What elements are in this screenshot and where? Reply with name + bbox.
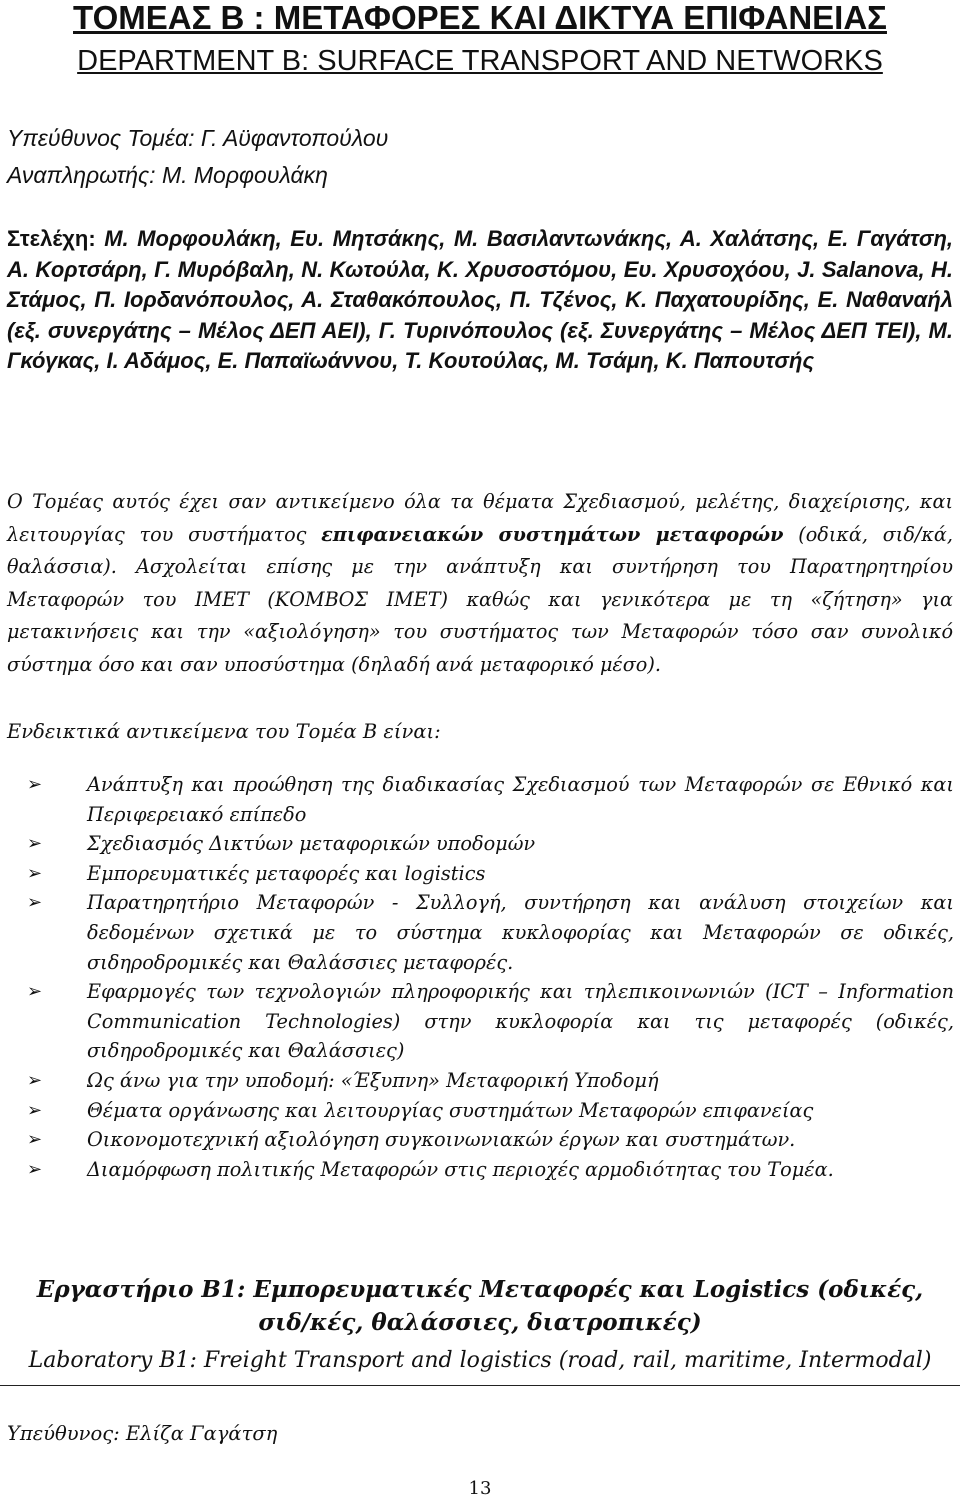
section-title-english: DEPARTMENT B: SURFACE TRANSPORT AND NETWORKS bbox=[77, 45, 883, 77]
staff-paragraph bbox=[7, 224, 953, 377]
list-item-text: Θέματα οργάνωσης και λειτουργίας συστημάτων Μεταφορών επιφανείας bbox=[87, 1098, 814, 1122]
list-item bbox=[0, 1066, 954, 1096]
list-item-text: Οικονομοτεχνική αξιολόγηση συγκοινωνιακών έργων και συστημάτων. bbox=[87, 1128, 796, 1152]
list-item bbox=[0, 859, 954, 889]
arrow-bullet-icon: ➢ bbox=[27, 1099, 43, 1121]
list-item-text: Εφαρμογές των τεχνολογιών πληροφορικής και τηλεπικοινωνιών (ICT – Information Communication Technologies) στην κυκλοφορία και τις μεταφορές (οδικές, σιδηροδρομικές και Θαλάσσιες) bbox=[87, 980, 954, 1063]
list-item bbox=[0, 1155, 954, 1185]
list-item-text: Σχεδιασμός Δικτύων μεταφορικών υποδομών bbox=[87, 832, 536, 856]
description-emphasis: επιφανειακών συστημάτων μεταφορών bbox=[321, 522, 784, 546]
page-number: 13 bbox=[468, 1478, 492, 1499]
section-title-greek: ΤΟΜΕΑΣ Β : ΜΕΤΑΦΟΡΕΣ ΚΑΙ ΔΙΚΤΥΑ ΕΠΙΦΑΝΕΙΑΣ bbox=[73, 0, 887, 36]
arrow-bullet-icon: ➢ bbox=[27, 1129, 43, 1151]
department-head: Υπεύθυνος Τομέα: Γ. Αϋφαντοπούλου bbox=[7, 125, 389, 151]
staff-label: Στελέχη: bbox=[7, 226, 96, 251]
list-item bbox=[0, 888, 954, 977]
list-item-text: Παρατηρητήριο Μεταφορών - Συλλογή, συντήρηση και ανάλυση στοιχείων και δεδομένων σχετικά με το σύστημα κυκλοφορίας και Μεταφορών σε οδικές, σιδηροδρομικές και Θαλάσσιες μεταφορές. bbox=[87, 891, 954, 974]
description-text-1: Ο Τομέας αυτός έχει σαν αντικείμενο όλα τα θέματα Σχεδιασμού, μελέτης, διαχείρισης, και λειτουργίας του συστήματος bbox=[7, 490, 953, 546]
deputy-head: Αναπληρωτής: Μ. Μορφουλάκη bbox=[7, 162, 328, 188]
arrow-bullet-icon: ➢ bbox=[27, 1069, 43, 1091]
objectives-list bbox=[0, 770, 960, 1184]
arrow-bullet-icon: ➢ bbox=[27, 892, 43, 914]
laboratory-head: Υπεύθυνος: Ελίζα Γαγάτση bbox=[7, 1422, 278, 1445]
staff-list: Μ. Μορφουλάκη, Ευ. Μητσάκης, Μ. Βασιλαντωνάκης, Α. Χαλάτσης, Ε. Γαγάτση, Α. Κορτσάρη, Γ. Μυρόβαλη, Ν. Κωτούλα, Κ. Χρυσοστόμου, Ευ. Χρυσοχόου, J. Salanova, Η. Στάμος, Π. Ιορδανόπουλος, Α. Σταθακόπουλος, Π. Τζένος, Κ. Παχατουρίδης, Ε. Ναθαναήλ (εξ. συνεργάτης – Μέλος ΔΕΠ ΑΕΙ), Γ. Τυρινόπουλος (εξ. Συνεργάτης – Μέλος ΔΕΠ ΤΕΙ), Μ. Γκόγκας, Ι. Αδάμος, Ε. Παπαϊωάννου, Τ. Κουτούλας, Μ. Τσάμη, Κ. Παπουτσής bbox=[7, 226, 953, 374]
list-item bbox=[0, 1096, 954, 1126]
description-paragraph bbox=[7, 486, 953, 682]
list-item-text: Ανάπτυξη και προώθηση της διαδικασίας Σχεδιασμού των Μεταφορών σε Εθνικό και Περιφερειακό επίπεδο bbox=[87, 773, 954, 826]
list-item bbox=[0, 977, 954, 1066]
list-item bbox=[0, 1125, 954, 1155]
laboratory-title-line-2: σιδ/κές, θαλάσσιες, διατροπικές) bbox=[258, 1309, 702, 1336]
list-item bbox=[0, 770, 954, 829]
arrow-bullet-icon: ➢ bbox=[27, 862, 43, 884]
list-item-text: Εμπορευματικές μεταφορές και logistics bbox=[87, 861, 486, 885]
list-item-text: Ως άνω για την υποδομή: «Έξυπνη» Μεταφορική Υποδομή bbox=[87, 1068, 659, 1092]
arrow-bullet-icon: ➢ bbox=[27, 1158, 43, 1180]
laboratory-title-greek bbox=[0, 1273, 960, 1339]
arrow-bullet-icon: ➢ bbox=[27, 774, 43, 795]
list-item bbox=[0, 829, 954, 859]
objectives-intro: Ενδεικτικά αντικείμενα του Τομέα Β είναι: bbox=[7, 720, 441, 743]
list-item-text: Διαμόρφωση πολιτικής Μεταφορών στις περιοχές αρμοδιότητας του Τομέα. bbox=[87, 1157, 834, 1181]
laboratory-title-english: Laboratory B1: Freight Transport and logistics (road, rail, maritime, Intermodal) bbox=[28, 1348, 932, 1373]
description-text-2: (οδικά, σιδ/κά, θαλάσσια). Ασχολείται επίσης με την ανάπτυξη και συντήρηση του Παρατηρητηρίου Μεταφορών του ΙΜΕΤ (ΚΟΜΒΟΣ ΙΜΕΤ) καθώς και γενικότερα με τη «ζήτηση» για μετακινήσεις και την «αξιολόγηση» του συστήματος των Μεταφορών τόσο σαν συνολικό σύστημα όσο και σαν υποσύστημα (δηλαδή ανά μεταφορικό μέσο). bbox=[7, 522, 953, 676]
arrow-bullet-icon: ➢ bbox=[27, 981, 43, 1003]
laboratory-title-line-1: Εργαστήριο Β1: Εμπορευματικές Μεταφορές και Logistics (οδικές, bbox=[36, 1276, 924, 1303]
divider bbox=[0, 1385, 960, 1386]
arrow-bullet-icon: ➢ bbox=[27, 833, 43, 855]
